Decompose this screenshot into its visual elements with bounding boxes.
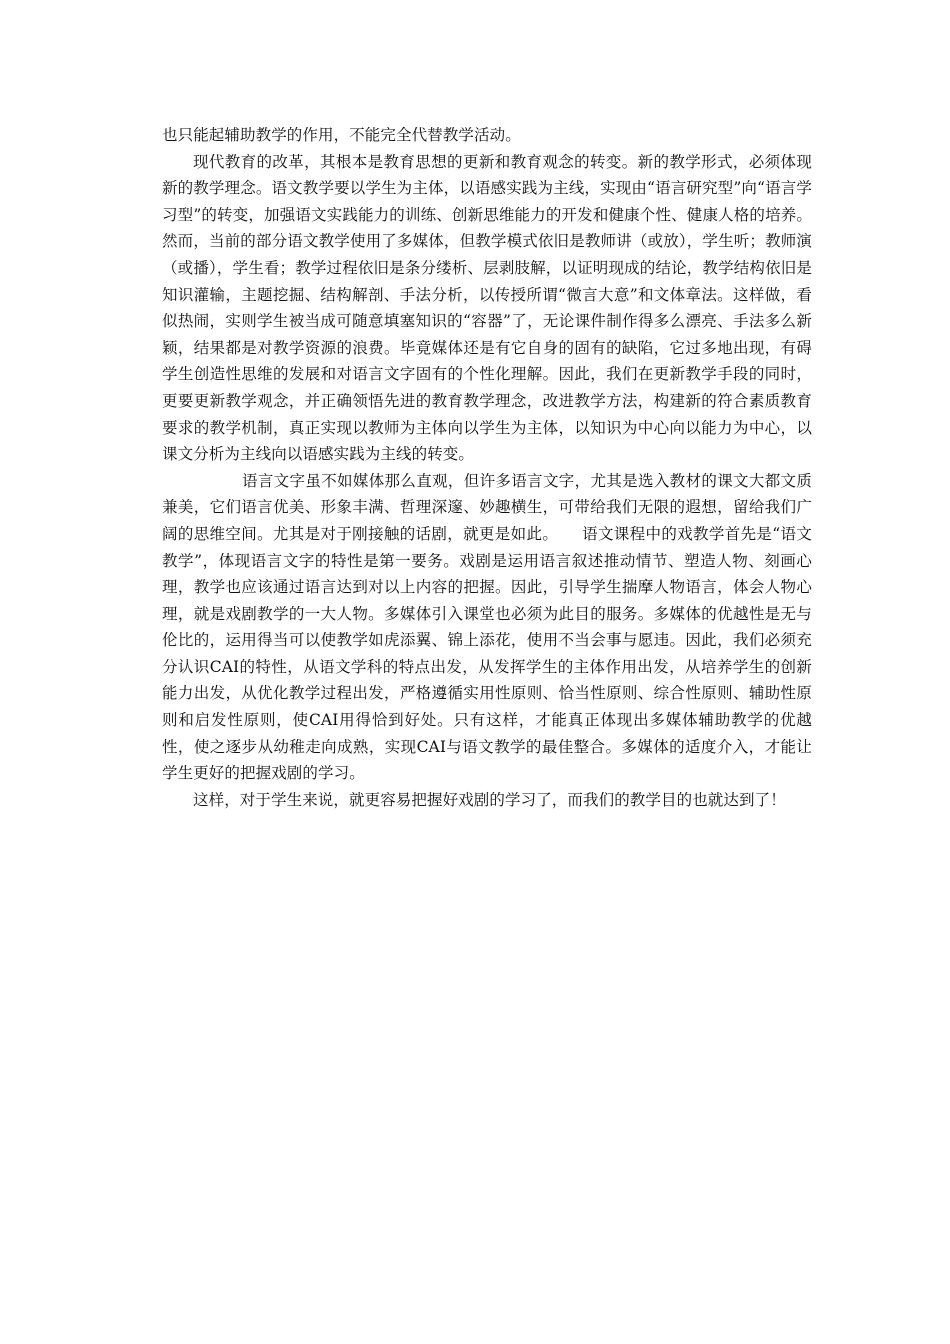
paragraph-education-reform: 现代教育的改革，其根本是教育思想的更新和教育观念的转变。新的教学形式，必须体现新的教学理念。语文教学要以学生为主体，以语感实践为主线，实现由“语言研究型”向“语言学习型”的转变，加强语文实践能力的训练、创新思维能力的开发和健康个性、健康人格的培养。然而，当前的部分语文教学使用了多媒体，但教学模式依旧是教师讲（或放），学生听；教师演（或播），学生看；教学过程依旧是条分缕析、层剥肢解，以证明现成的结论，教学结构依旧是知识灌输，主题挖掘、结构解剖、手法分析，以传授所谓“微言大意”和文体章法。这样做，看似热闹，实则学生被当成可随意填塞知识的“容器”了，无论课件制作得多么漂亮、手法多么新颖，结果都是对教学资源的浪费。毕竟媒体还是有它自身的固有的缺陷，它过多地出现，有碍学生创造性思维的发展和对语言文字固有的个性化理解。因此，我们在更新教学手段的同时，更要更新教学观念，并正确领悟先进的教育教学理念，改进教学方法，构建新的符合素质教育要求的教学机制，真正实现以教师为主体向以学生为主体，以知识为中心向以能力为中心，以课文分析为主线向以语感实践为主线的转变。 [162, 152, 812, 464]
document-body [162, 122, 812, 813]
paragraph-continuation: 也只能起辅助教学的作用，不能完全代替教学活动。 [162, 126, 521, 144]
paragraph-language-and-drama: 语言文字虽不如媒体那么直观，但许多语言文字，尤其是选入教材的课文大都文质兼美，它们语言优美、形象丰满、哲理深邃、妙趣横生，可带给我们无限的遐想，留给我们广阔的思维空间。尤其是对于刚接触的话剧，就更是如此。 语文课程中的戏教学首先是“语文教学”，体现语言文字的特性是第一要务。戏剧是运用语言叙述推动情节、塑造人物、刻画心理，教学也应该通过语言达到对以上内容的把握。因此，引导学生揣摩人物语言，体会人物心理，就是戏剧教学的一大人物。多媒体引入课堂也必须为此目的服务。多媒体的优越性是无与伦比的，运用得当可以使教学如虎添翼、锦上添花，使用不当会事与愿违。因此，我们必须充分认识CAI的特性，从语文学科的特点出发，从发挥学生的主体作用出发，从培养学生的创新能力出发，从优化教学过程出发，严格遵循实用性原则、恰当性原则、综合性原则、辅助性原则和启发性原则，使CAI用得恰到好处。只有这样，才能真正体现出多媒体辅助教学的优越性，使之逐步从幼稚走向成熟，实现CAI与语文教学的最佳整合。多媒体的适度介入，才能让学生更好的把握戏剧的学习。 [162, 471, 812, 783]
paragraph-conclusion: 这样，对于学生来说，就更容易把握好戏剧的学习了，而我们的教学目的也就达到了！ [193, 790, 786, 809]
